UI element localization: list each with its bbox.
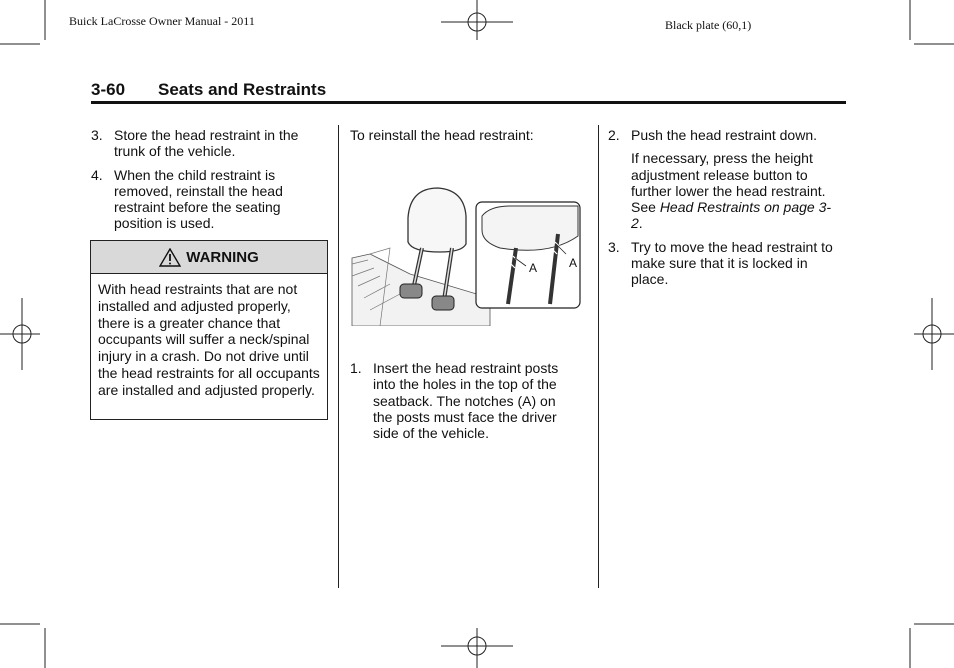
callout-label-a: A [569, 256, 578, 270]
list-number: 1. [350, 360, 362, 376]
column-3 [608, 127, 840, 295]
list-item [350, 360, 575, 441]
section-title: Seats and Restraints [158, 80, 327, 99]
running-header-right: Black plate (60,1) [665, 18, 752, 32]
page-number: 3-60 [91, 80, 126, 99]
list-text: Push the head restraint down. [631, 127, 818, 143]
paragraph-text: If necessary, press the height adjustment release button to further lower the head restraint. See [631, 150, 826, 216]
list-number: 3. [91, 127, 103, 143]
list-text: Store the head restraint in the trunk of the vehicle. [114, 127, 299, 160]
list-text: When the child restraint is removed, reinstall the head restraint before the seating position is used. [114, 166, 283, 232]
list-number: 4. [91, 166, 103, 183]
warning-box [90, 240, 328, 420]
column-1 [91, 127, 321, 239]
header-rule [91, 101, 846, 104]
list-paragraph [631, 150, 840, 231]
page-header [91, 80, 326, 100]
head-restraint-illustration [350, 186, 584, 326]
column-2 [350, 127, 575, 143]
list-number: 2. [608, 127, 620, 143]
warning-title: WARNING [186, 248, 259, 266]
column-2-steps [350, 360, 575, 448]
running-header-left: Buick LaCrosse Owner Manual - 2011 [69, 14, 255, 28]
list-number: 3. [608, 238, 620, 255]
list-item [91, 127, 321, 160]
intro-text: To reinstall the head restraint: [350, 127, 534, 143]
list-item [91, 167, 321, 232]
callout-label-a: A [529, 261, 538, 275]
cross-reference-link[interactable]: Head Restraints on page 3-2 [631, 199, 832, 232]
list-item [608, 127, 840, 143]
list-item [608, 239, 840, 288]
paragraph-end: . [638, 215, 643, 232]
warning-header [91, 241, 327, 274]
list-text: Insert the head restraint posts into the holes in the top of the seatback. The notches (A) on the posts must face the driver side of the vehicle. [373, 360, 559, 442]
warning-triangle-icon [159, 248, 181, 267]
column-divider [598, 125, 599, 588]
column-divider [338, 125, 339, 588]
list-text: Try to move the head restraint to make sure that it is locked in place. [631, 238, 833, 288]
warning-text: With head restraints that are not installed and adjusted properly, there is a greater chance that occupants will suffer a neck/spinal injury in a crash. Do not drive until the head restraints for all occupants are installed and adjusted properly. [98, 281, 320, 398]
